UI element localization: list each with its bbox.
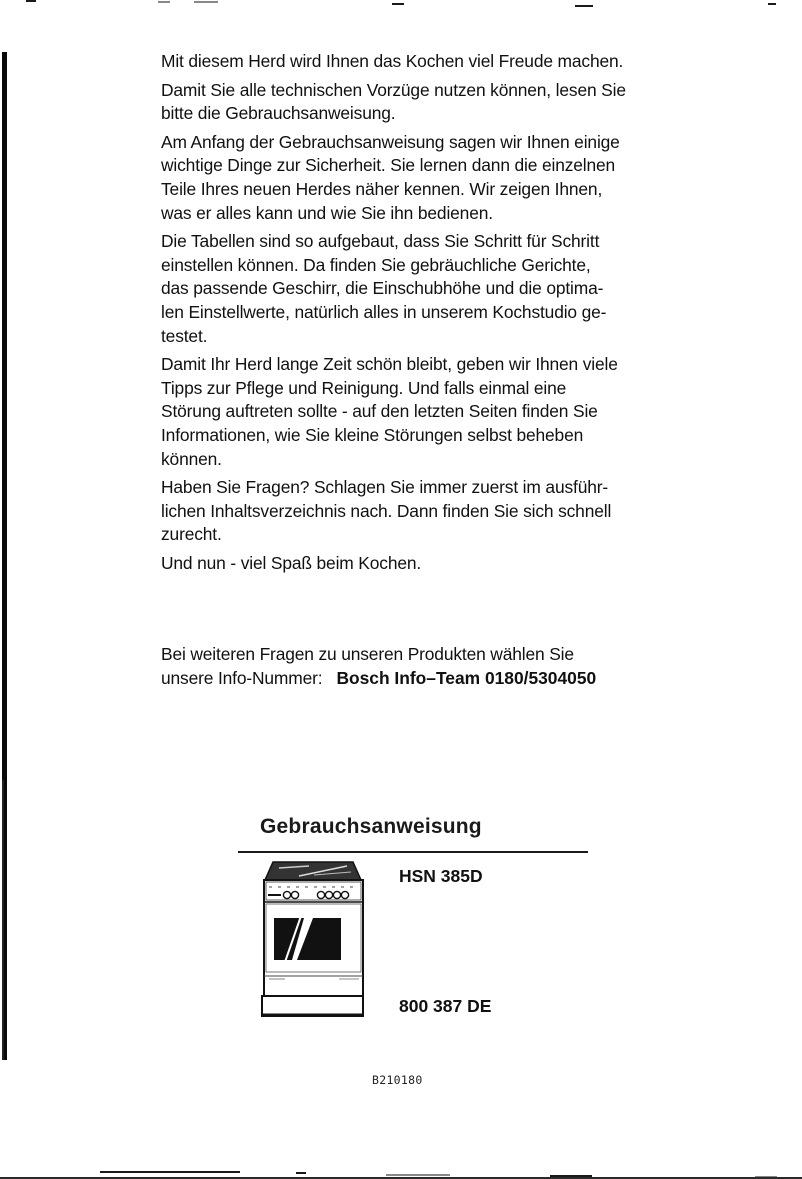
model-number: HSN 385D [399, 866, 483, 886]
text-line: Die Tabellen sind so aufgebaut, dass Sie Schritt für Schritt [161, 231, 600, 252]
contact-line-2 [161, 667, 701, 691]
intro-paragraph-6 [161, 476, 691, 547]
text-line: was er alles kann und wie Sie ihn bedienen. [161, 202, 493, 223]
intro-paragraph-4 [161, 230, 691, 348]
manual-title: Gebrauchsanweisung [260, 815, 482, 838]
footer-code: B210180 [372, 1073, 423, 1087]
scan-artifact [392, 3, 404, 5]
text-line: Informationen, wie Sie kleine Störungen selbst beheben [161, 424, 584, 445]
intro-paragraph-2 [161, 79, 691, 126]
text-line: Teile Ihres neuen Herdes näher kennen. Wir zeigen Ihnen, [161, 178, 603, 199]
stove-illustration [259, 858, 365, 1018]
scan-artifact [296, 1172, 306, 1174]
document-number: 800 387 DE [399, 996, 492, 1016]
text-line: zurecht. [161, 524, 222, 545]
text-line: einstellen können. Da finden Sie gebräuchliche Gerichte, [161, 254, 591, 275]
text-line: Und nun - viel Spaß beim Kochen. [161, 552, 422, 573]
text-line: Haben Sie Fragen? Schlagen Sie immer zuerst im ausführ- [161, 477, 609, 498]
hotline-number: Bosch Info–Team 0180/5304050 [336, 667, 597, 688]
intro-paragraph-5 [161, 353, 691, 471]
text-line: Störung auftreten sollte - auf den letzten Seiten finden Sie [161, 401, 598, 422]
intro-paragraph-1 [161, 50, 691, 74]
scan-artifact [26, 0, 36, 2]
text-line: Mit diesem Herd wird Ihnen das Kochen viel Freude machen. [161, 51, 624, 71]
contact-info [161, 643, 701, 690]
text-line: Am Anfang der Gebrauchsanweisung sagen wir Ihnen einige [161, 131, 620, 152]
intro-paragraph-7 [161, 552, 691, 576]
text-line: Tipps zur Pflege und Reinigung. Und falls einmal eine [161, 377, 567, 398]
scan-artifact [386, 1174, 450, 1176]
text-line: wichtige Dinge zur Sicherheit. Sie lernen dann die einzelnen [161, 155, 616, 176]
text-line: len Einstellwerte, natürlich alles in unserem Kochstudio ge- [161, 301, 607, 322]
title-divider [238, 851, 588, 853]
stove-icon [259, 858, 365, 1018]
contact-line-1: Bei weiteren Fragen zu unseren Produkten wählen Sie [161, 644, 574, 664]
text-line: Damit Sie alle technischen Vorzüge nutzen können, lesen Sie [161, 79, 626, 100]
text-line: bitte die Gebrauchsanweisung. [161, 103, 396, 124]
text-line: lichen Inhaltsverzeichnis nach. Dann finden Sie sich schnell [161, 500, 612, 521]
scan-artifact [575, 5, 593, 7]
text-line: testet. [161, 325, 208, 346]
contact-prefix: unsere Info-Nummer: [161, 667, 323, 688]
text-line: das passende Geschirr, die Einschubhöhe und die optima- [161, 278, 604, 299]
scan-artifact [194, 1, 218, 3]
text-line: können. [161, 448, 222, 469]
text-line: Damit Ihr Herd lange Zeit schön bleibt, geben wir Ihnen viele [161, 354, 618, 375]
scan-artifact [158, 1, 170, 3]
scan-border-left-thin [2, 780, 4, 1060]
intro-paragraph-3 [161, 131, 691, 225]
scan-artifact [768, 3, 776, 5]
intro-text [161, 50, 691, 580]
scan-artifact [100, 1171, 240, 1173]
